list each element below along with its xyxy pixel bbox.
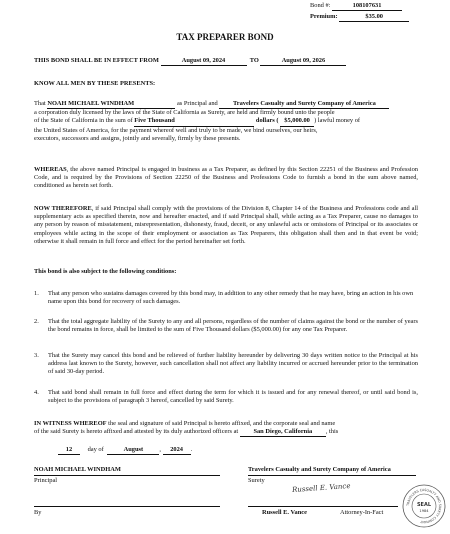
- witness-paragraph: [34, 420, 418, 437]
- surety-label: Surety: [248, 477, 265, 484]
- premium-row: [310, 13, 409, 22]
- signer-name: Russell E. Vance: [262, 509, 307, 516]
- principal-signature-name: NOAH MICHAEL WINDHAM: [34, 466, 121, 473]
- execution-date: 12 day of August , 2024 .: [58, 446, 192, 455]
- condition-item: [34, 389, 418, 405]
- know-all-men: KNOW ALL MEN BY THESE PRESENTS:: [34, 80, 156, 87]
- execution-month: August: [107, 446, 159, 455]
- intro-sum-lead: of the State of California in the sum of: [34, 117, 133, 125]
- bond-number-row: [310, 2, 402, 11]
- condition-text: That said bond shall remain in full force and effect during the term for which it is issued and for any renewal thereof, or until said bond is, subject to the provisions of paragraph 3 hereof, cancelled by said Surety.: [48, 389, 418, 405]
- svg-text:TRAVELERS CASUALTY AND SURETY: TRAVELERS CASUALTY AND SURETY COMPANY: [405, 487, 443, 525]
- intro-that: That: [34, 100, 46, 107]
- now-therefore-lead: NOW THEREFORE: [34, 205, 92, 212]
- witness-text-2: of the said Surety is hereto affixed and attested by its duly authorized officers at: [34, 428, 239, 436]
- execution-year: 2024: [163, 446, 191, 455]
- principal-signature-line: [34, 475, 220, 476]
- intro-as-principal: as Principal and: [176, 100, 218, 107]
- effective-lead: THIS BOND SHALL BE IN EFFECT FROM: [34, 57, 159, 64]
- day-of-label: day of: [87, 446, 104, 453]
- condition-item: [34, 290, 418, 306]
- principal-label: Principal: [34, 477, 58, 484]
- witness-this: , this: [325, 428, 339, 436]
- by-label: By: [34, 509, 42, 516]
- witness-text-1: the seal and signature of said Principal is hereto affixed, and the corporate seal and name: [106, 420, 336, 427]
- intro-paragraph: [34, 100, 418, 143]
- condition-text: That the Surety may cancel this bond and be relieved of further liability hereunder by delivering 30 days written notice to the Principal at his address last known to the Surety, however, such cancellation shall not affect any liability incurred or accrued hereunder prior to the termination of said 30-day period.: [48, 352, 418, 376]
- intro-line-5: executors, successors and assigns, jointly and severally, firmly by these presents.: [34, 134, 241, 142]
- whereas-text: , the above named Principal is engaged in business as a Tax Preparer, as defined by this Section 22251 of the Business and Profession Code, and is required by the Provisions of Section 22250 of the Business and Professions Code to furnish a bond in the sum above named, conditioned as herein set forth.: [34, 166, 418, 190]
- condition-number: 1.: [34, 290, 39, 297]
- bond-number-value: 108107631: [332, 2, 402, 11]
- condition-item: [34, 352, 418, 377]
- now-therefore-paragraph: [34, 205, 418, 246]
- conditions-heading: This bond is also subject to the following conditions:: [34, 268, 177, 275]
- dollars-label: dollars (: [255, 117, 279, 125]
- now-therefore-text: , if said Principal shall comply with the provisions of the Division 8, Chapter 14 of the Business and Professions code and all supplementary acts as specified therein, now and hereafter enacted, and if said Principal shall, while acting as a Tax Preparer, cause no damages to any person by reason of misstatement, misrepresentation, dishonesty, fraud, deceit, or any unlawful acts or omissions of Principal or its associates or employees while acting in the scope of their employment or association as Tax Preparers, this obligation shall then and in that event be void; otherwise it shall remain in full force and effect for the period hereinafter set forth.: [34, 205, 419, 245]
- signer-title: Attorney-In-Fact: [340, 509, 384, 516]
- condition-number: 3.: [34, 352, 39, 359]
- condition-text: That any person who sustains damages covered by this bond may, in addition to any other remedy that he may have, bring an action in his own name upon this bond for recovery of such damages.: [48, 290, 414, 306]
- surety-signature-line: [248, 475, 416, 476]
- witness-lead: IN WITNESS WHEREOF: [34, 420, 107, 427]
- premium-value: $35.00: [339, 13, 409, 22]
- effective-to: August 09, 2026: [260, 57, 346, 66]
- intro-line-4: the United States of America, for the payment whereof well and truly to be made, we bind ourselves, our heirs,: [34, 126, 318, 134]
- bond-number-label: Bond #:: [310, 2, 331, 9]
- document-title: TAX PREPARER BOND: [176, 32, 274, 42]
- surety-signature-name: Travelers Casualty and Surety Company of America: [248, 466, 391, 473]
- execution-place: San Diego, California: [240, 428, 326, 437]
- condition-number: 4.: [34, 389, 39, 396]
- sum-in-numbers: $5,000.00: [280, 117, 314, 126]
- sum-in-words: Five Thousand: [134, 117, 254, 126]
- condition-item: [34, 318, 418, 334]
- by-signature-line: [34, 506, 220, 507]
- corporate-seal-icon: [402, 484, 446, 528]
- surety-name: Travelers Casualty and Surety Company of America: [219, 100, 389, 109]
- execution-day: 12: [58, 446, 80, 455]
- attorney-signature-line: [248, 506, 398, 507]
- svg-text:SEAL: SEAL: [416, 502, 432, 508]
- effective-period: [34, 57, 346, 66]
- condition-number: 2.: [34, 318, 39, 325]
- effective-from: August 09, 2024: [161, 57, 247, 66]
- principal-name: NOAH MICHAEL WINDHAM: [47, 100, 175, 109]
- condition-text: That the total aggregate liability of the Surety to any and all persons, regardless of the number of claims against the bond or the number of years the bond remains in force, shall be limited to the sum of Five Thousand dollars ($5,000.00) for any one Tax Preparer.: [48, 318, 418, 334]
- svg-text:1984: 1984: [419, 509, 429, 513]
- intro-line-2: a corporation duly licensed by the laws of the State of California as Surety, are held and firmly bound unto the people: [34, 109, 335, 117]
- whereas-lead: WHEREAS: [34, 166, 67, 173]
- premium-label: Premium:: [310, 13, 338, 20]
- intro-lawful-money: ) lawful money of: [314, 117, 361, 125]
- whereas-paragraph: [34, 166, 418, 191]
- handwritten-signature: Russell E. Vance: [291, 481, 351, 495]
- effective-to-label: TO: [249, 57, 259, 64]
